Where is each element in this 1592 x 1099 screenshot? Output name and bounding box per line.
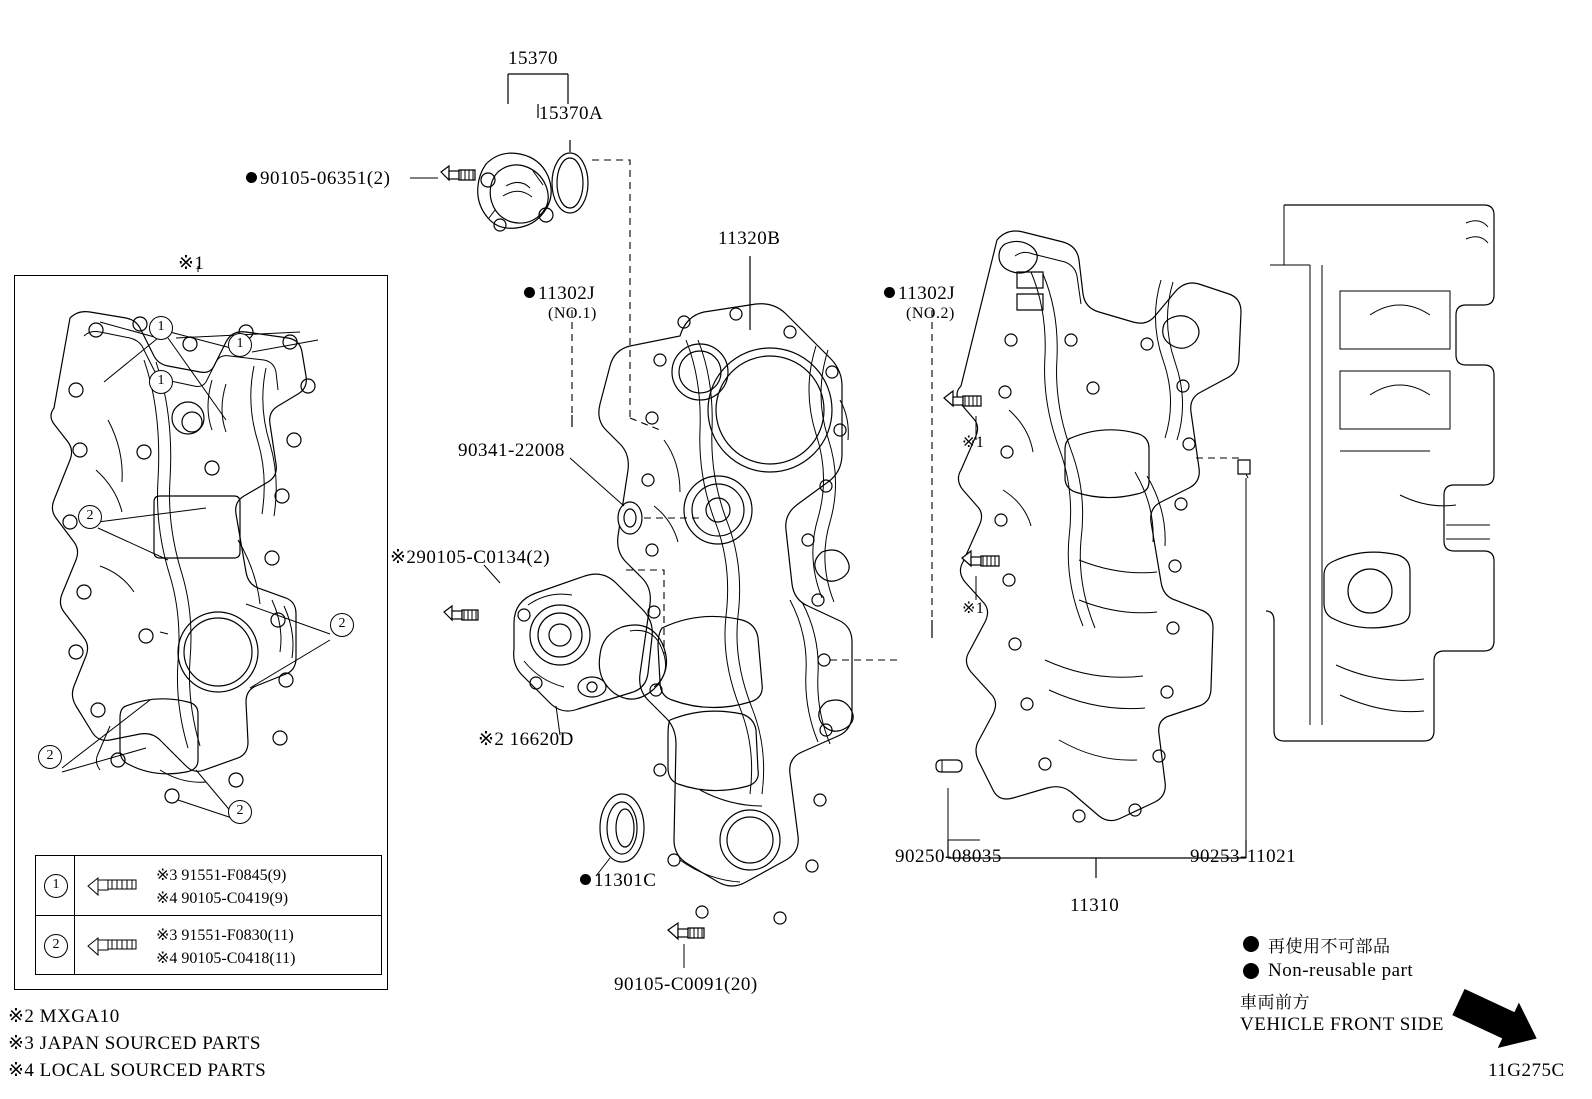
- callout-15370a: 15370A: [539, 103, 604, 124]
- callout-90105-06351: 90105-06351(2): [246, 168, 390, 190]
- note-japan-sourced: ※3 JAPAN SOURCED PARTS: [8, 1033, 261, 1054]
- diagram-code: 11G275C: [1488, 1060, 1565, 1081]
- callout-16620d: ※2 16620D: [478, 729, 574, 750]
- bolt-spec-line1: ※3 91551-F0830(11): [156, 927, 294, 944]
- nonreusable-dot-icon: [884, 287, 895, 298]
- bolt-icon: [82, 866, 152, 906]
- legend-nonreusable-jp: 再使用不可部品: [1268, 937, 1391, 957]
- callout-90253-11021: 90253-11021: [1190, 846, 1297, 867]
- nonreusable-dot-icon: [580, 874, 591, 885]
- callout-11320b: 11320B: [718, 228, 781, 249]
- callout-11302j-no2-sub: (NO.2): [906, 305, 955, 322]
- bolt-marker-2: 2: [330, 613, 354, 637]
- bolt-marker-1: 1: [149, 316, 173, 340]
- bolt-icon: [82, 926, 152, 966]
- callout-11302j-no1: 11302J: [524, 283, 595, 305]
- bolt-marker-2: 2: [44, 934, 68, 958]
- callout-290105-c0134: ※290105-C0134(2): [390, 547, 551, 568]
- bolt-spec-row: [36, 856, 381, 916]
- bolt-spec-line1: ※3 91551-F0845(9): [156, 867, 287, 884]
- note-local-sourced: ※4 LOCAL SOURCED PARTS: [8, 1060, 267, 1081]
- callout-11301c: 11301C: [580, 870, 656, 892]
- callout-11302j-no1-sub: (NO.1): [548, 305, 597, 322]
- callout-11302j-no2: 11302J: [884, 283, 955, 305]
- callout-15370: 15370: [508, 48, 558, 69]
- bolt-marker-1: 1: [228, 333, 252, 357]
- callout-11310: 11310: [1070, 895, 1120, 916]
- bolt-spec-number-cell: [36, 856, 75, 915]
- callout-star1-right-b: ※1: [962, 600, 985, 617]
- bolt-spec-table: [35, 855, 382, 975]
- note-mxga10: ※2 MXGA10: [8, 1006, 120, 1027]
- nonreusable-dot-icon: [524, 287, 535, 298]
- legend-front-jp: 車両前方: [1240, 993, 1310, 1013]
- bolt-marker-2: 2: [228, 800, 252, 824]
- bolt-marker-2: 2: [38, 745, 62, 769]
- callout-star1-right-a: ※1: [962, 434, 985, 451]
- legend-nonreusable-en: Non-reusable part: [1268, 960, 1414, 981]
- callout-90250-08035: 90250-08035: [895, 846, 1002, 867]
- bolt-spec-row: [36, 916, 381, 975]
- bolt-marker-1: 1: [44, 874, 68, 898]
- callout-90105-c0091: 90105-C0091(20): [614, 974, 758, 995]
- bolt-spec-line2: ※4 90105-C0419(9): [156, 890, 289, 907]
- nonreusable-dot-icon: [246, 172, 257, 183]
- callout-90341-22008: 90341-22008: [458, 440, 565, 461]
- bolt-spec-line2: ※4 90105-C0418(11): [156, 950, 296, 967]
- legend-front-en: VEHICLE FRONT SIDE: [1240, 1014, 1444, 1035]
- callout-star1-box: ※1: [178, 253, 205, 274]
- bolt-marker-1: 1: [149, 370, 173, 394]
- bolt-spec-number-cell: [36, 916, 75, 975]
- bolt-marker-2: 2: [78, 505, 102, 529]
- front-arrow: [1449, 980, 1546, 1059]
